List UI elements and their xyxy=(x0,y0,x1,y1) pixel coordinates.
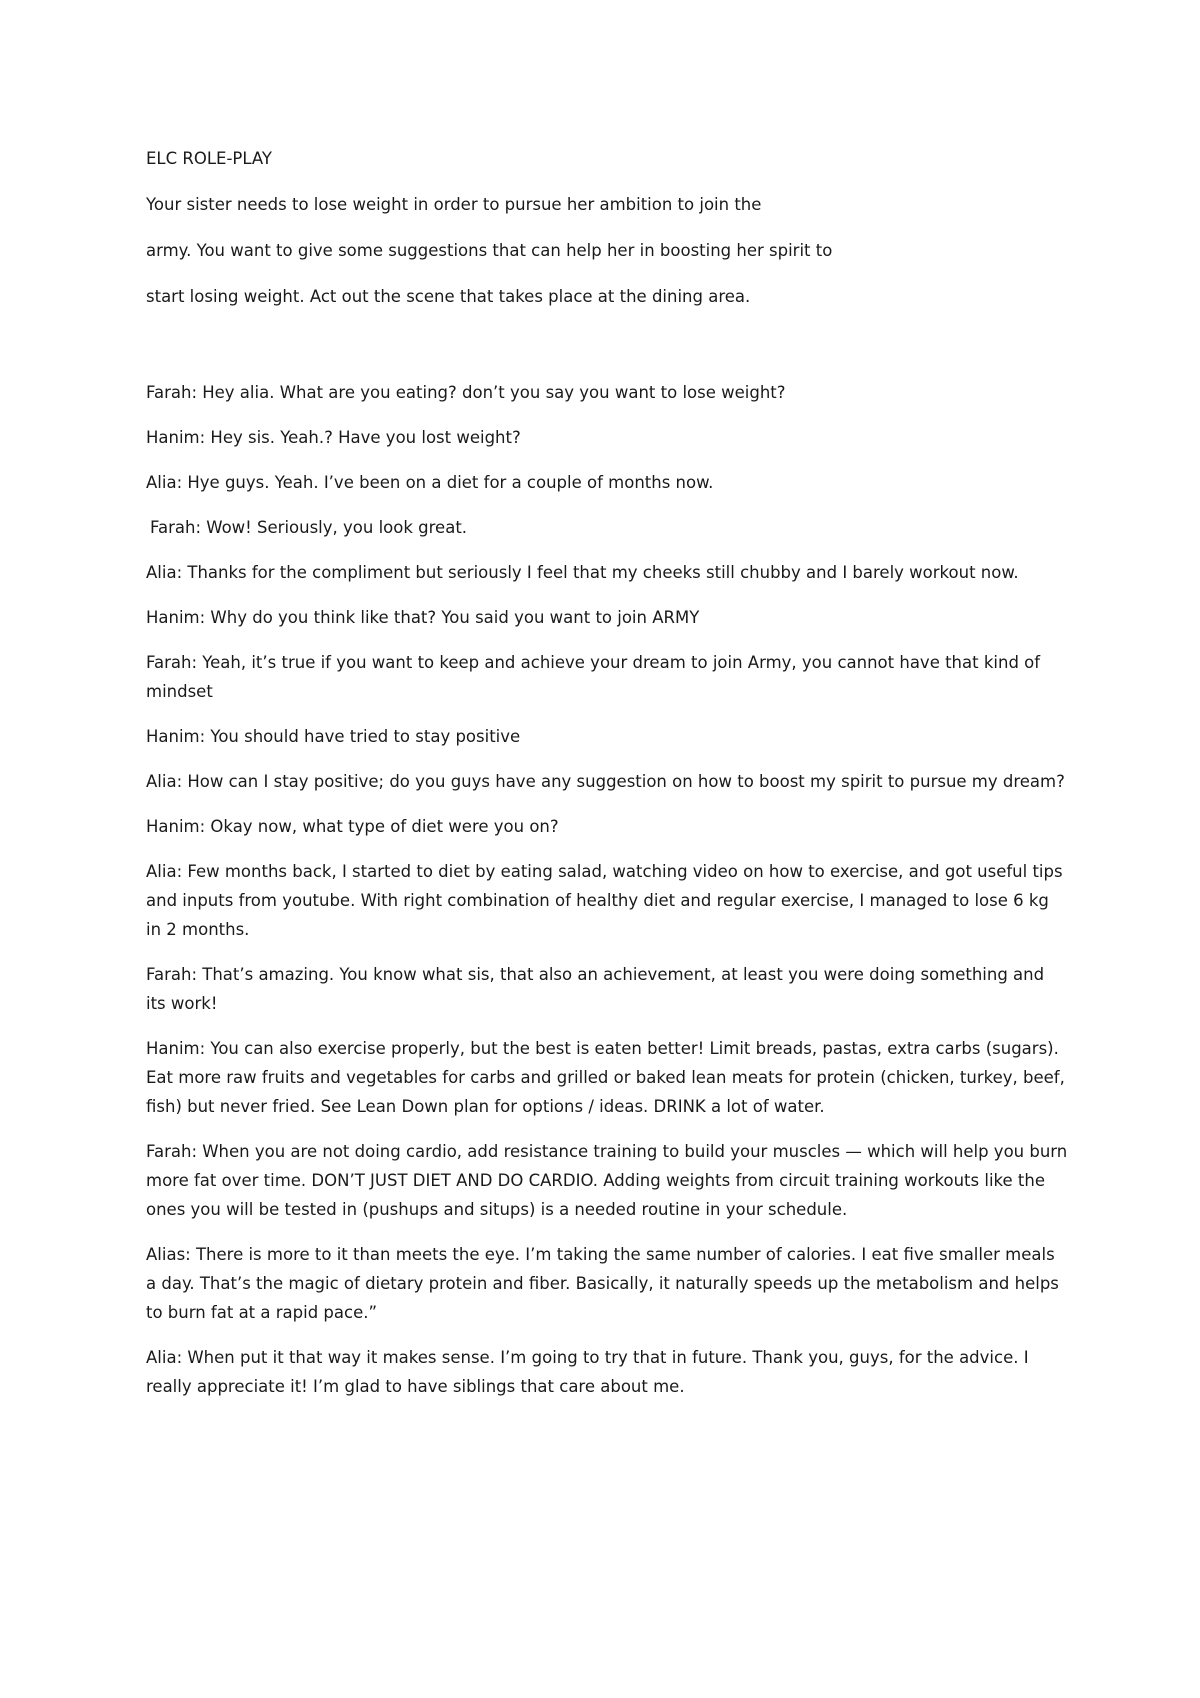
dialogue-line: Alia: Few months back, I started to diet by eating salad, watching video on how to exercise, and got useful tips and inputs from youtube. With right combination of healthy diet and regular exercise, I managed to lose 6 kg in 2 months. xyxy=(146,862,1063,939)
intro-line: army. You want to give some suggestions that can help her in boosting her spirit to xyxy=(146,241,833,260)
dialogue-line: Hanim: Okay now, what type of diet were you on? xyxy=(146,817,559,836)
dialogue-line: Alia: Hye guys. Yeah. I’ve been on a diet for a couple of months now. xyxy=(146,473,714,492)
dialogue-line: Farah: Wow! Seriously, you look great. xyxy=(150,518,468,537)
dialogue-line: Farah: Yeah, it’s true if you want to keep and achieve your dream to join Army, you cannot have that kind of mindset xyxy=(146,653,1041,701)
dialogue-line: Farah: That’s amazing. You know what sis, that also an achievement, at least you were doing something and its work! xyxy=(146,965,1045,1013)
dialogue-section xyxy=(146,378,1068,1417)
dialogue-line: Alia: When put it that way it makes sense. I’m going to try that in future. Thank you, guys, for the advice. I really appreciate it! I’m glad to have siblings that care about me. xyxy=(146,1348,1029,1396)
dialogue-line: Farah: Hey alia. What are you eating? don’t you say you want to lose weight? xyxy=(146,383,786,402)
intro-line: start losing weight. Act out the scene that takes place at the dining area. xyxy=(146,287,751,306)
dialogue-line: Alia: Thanks for the compliment but seriously I feel that my cheeks still chubby and I barely workout now. xyxy=(146,563,1019,582)
dialogue-line: Hanim: Hey sis. Yeah.? Have you lost weight? xyxy=(146,428,521,447)
dialogue-line: Hanim: You can also exercise properly, but the best is eaten better! Limit breads, pastas, extra carbs (sugars). Eat more raw fruits and vegetables for carbs and grilled or baked lean meats for protein (chicken, turkey, beef, fish) but never fried. See Lean Down plan for options / ideas. DRINK a lot of water. xyxy=(146,1039,1065,1116)
dialogue-line: Hanim: You should have tried to stay positive xyxy=(146,727,521,746)
dialogue-line: Alia: How can I stay positive; do you guys have any suggestion on how to boost my spirit to pursue my dream? xyxy=(146,772,1065,791)
scenario-intro xyxy=(146,194,1076,332)
dialogue-line: Farah: When you are not doing cardio, add resistance training to build your muscles — which will help you burn more fat over time. DON’T JUST DIET AND DO CARDIO. Adding weights from circuit training workouts like the ones you will be tested in (pushups and situps) is a needed routine in your schedule. xyxy=(146,1142,1068,1219)
dialogue-line: Hanim: Why do you think like that? You said you want to join ARMY xyxy=(146,608,700,627)
document-title: ELC ROLE-PLAY xyxy=(146,149,273,168)
intro-line: Your sister needs to lose weight in order to pursue her ambition to join the xyxy=(146,195,762,214)
dialogue-line: Alias: There is more to it than meets the eye. I’m taking the same number of calories. I eat five smaller meals a day. That’s the magic of dietary protein and fiber. Basically, it naturally speeds up the metabolism and helps to burn fat at a rapid pace.” xyxy=(146,1245,1059,1322)
